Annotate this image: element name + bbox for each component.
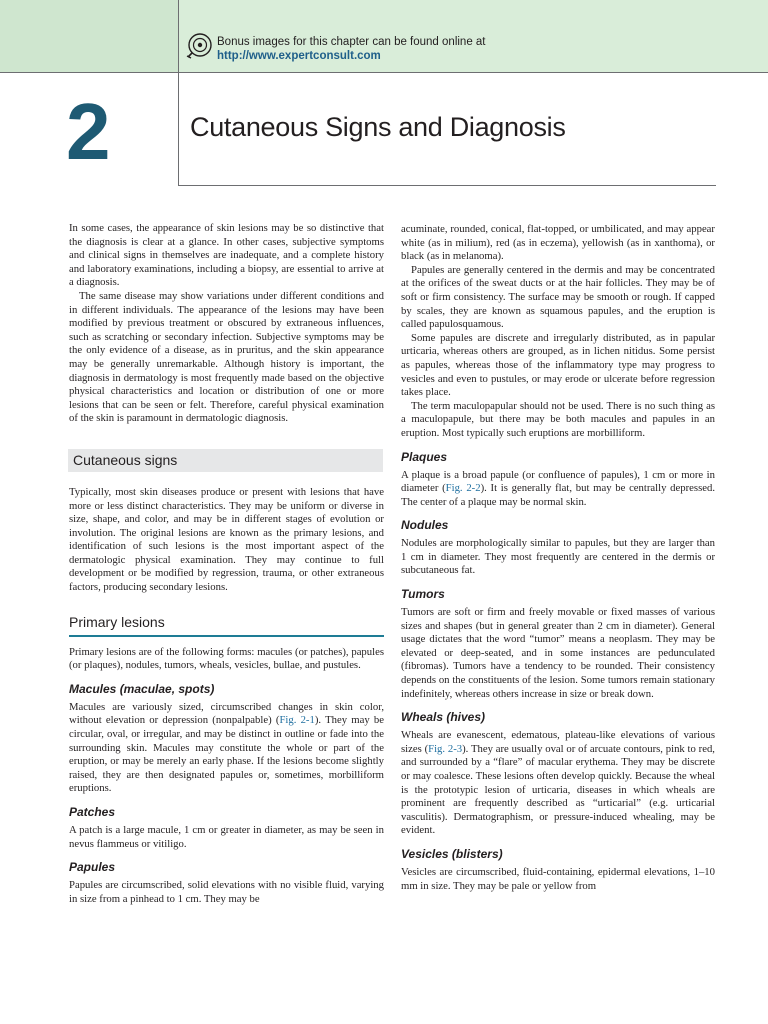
nodules-paragraph: Nodules are morphologically similar to papules, but they are larger than 1 cm in diameter. They most frequently are centered in the dermis or subcutaneous fat. — [401, 537, 715, 577]
subheading-wheals: Wheals (hives) — [401, 710, 486, 725]
papules-paragraph-3: Some papules are discrete and irregularly distributed, as in papular urticaria, whereas others are grouped, as in lichen nitidus. Some persist as papules, whereas those of the inflammatory type may progress to vesicles and even to pustules, or may erode or ulcerate before regression takes place. — [401, 331, 715, 399]
cutaneous-signs-paragraph: Typically, most skin diseases produce or present with lesions that have more or less distinct characteristics. They may be uniform or diverse in size, shape, and color, and may be in different stages of evolution or involution. The original lesions are known as the primary lesions, and identification of such lesions is the most important aspect of the dermatologic physical examination. They may continue to full development or be modified by regression, trauma, or other extraneous factors, producing secondary lesions. — [69, 485, 384, 594]
primary-lesions-paragraph: Primary lesions are of the following forms: macules (or patches), papules (or plaques), nodules, tumors, wheals, vesicles, bullae, and pustules. — [69, 645, 384, 672]
chapter-number: 2 — [66, 87, 111, 176]
papules-continued-paragraph: acuminate, rounded, conical, flat-topped, or umbilicated, and may appear white (as in milium), red (as in eczema), yellowish (as in xanthoma), or black (as in melanoma). — [401, 223, 715, 263]
patches-paragraph: A patch is a large macule, 1 cm or greater in diameter, as may be seen in nevus flammeus or vitiligo. — [69, 824, 384, 850]
header-band-left — [0, 0, 178, 72]
left-column — [69, 222, 384, 906]
plaques-text-a: A plaque is a broad papule (or confluence of papules), 1 cm or more in diameter ( — [401, 468, 715, 495]
bonus-url-link[interactable]: http://www.expertconsult.com — [217, 50, 381, 62]
intro-paragraph-2: The same disease may show variations under different conditions and in different individuals. The appearance of the lesions may have been modified by previous treatment or obscured by extraneous influences, such as scratching or secondary infection. Subjective symptoms may be the only evidence of a disease, as in pruritus, and the skin appearance may be generally unremarkable. Although history is important, the diagnosis in dermatology is most frequently made based on the objective physical characteristics and location or distribution of one or more lesions that can be seen or felt. Therefore, careful physical examination of the skin is paramount in dermatologic diagnosis. — [69, 289, 384, 425]
header-divider-vertical — [178, 0, 179, 186]
subheading-patches: Patches — [69, 805, 116, 819]
figure-link-2-3[interactable]: Fig. 2-3 — [428, 742, 463, 755]
papules-paragraph: Papules are circumscribed, solid elevations with no visible fluid, varying in size from a pinhead to 1 cm. They may be — [69, 879, 384, 905]
right-column — [401, 223, 715, 893]
papules-paragraph-4: The term maculopapular should not be used. There is no such thing as a maculopapule, but there may be both macules and papules in an eruption. Most typically such eruptions are morbilliform. — [401, 399, 715, 439]
intro-paragraph-1: In some cases, the appearance of skin lesions may be so distinctive that the diagnosis is clear at a glance. In other cases, subjective symptoms and clinical signs in themselves are inadequate, and a complete history and laboratory examinations, including a biopsy, are essential to arrive at a diagnosis. — [69, 222, 384, 289]
plaques-paragraph — [401, 469, 715, 510]
header-divider-top — [0, 72, 768, 73]
subheading-nodules: Nodules — [401, 518, 449, 533]
section-heading-primary-lesions: Primary lesions — [69, 613, 384, 637]
bonus-images-note — [217, 35, 486, 63]
subheading-plaques: Plaques — [401, 449, 448, 464]
macules-text-b: ). They may be circular, oval, or irregular, and may be distinct in outline or fade into the surrounding skin. Macules may constitute the whole or part of the eruption, or may be merely an early phase. If the lesions become slightly raised, they are then designated papules or, sometimes, morbilliform eruptions. — [69, 714, 384, 795]
wheals-text-b: ). They are usually oval or of arcuate contours, pink to red, and surrounded by a “flare” of macular erythema. They may be discrete or may coalesce. These lesions often develop quickly. Because the wheal is the prototypic lesion of urticaria, diseases in which wheals are prominent are frequently described as “urticarial” (e.g. urticarial vasculitis). Dermatographism, or pressure-induced whealing, may be evident. — [401, 742, 715, 837]
section-heading-cutaneous-signs: Cutaneous signs — [68, 449, 383, 472]
macules-paragraph — [69, 701, 384, 796]
figure-link-2-2[interactable]: Fig. 2-2 — [445, 482, 481, 495]
chapter-title: Cutaneous Signs and Diagnosis — [190, 112, 566, 142]
wheals-paragraph — [401, 729, 715, 838]
subheading-papules: Papules — [69, 860, 116, 875]
tumors-paragraph: Tumors are soft or firm and freely movable or fixed masses of various sizes and shapes (but in general greater than 2 cm in diameter). General usage dictates that the word “tumor” means a neoplasm. They may be elevated or deep-seated, and in some instances are pedunculated (fibromas). Tumors have a tendency to be rounded. Their consistency depends on the constituents of the lesion. Some tumors remain stationary indefinitely, whereas others increase in size or break down. — [401, 606, 715, 700]
bonus-line: Bonus images for this chapter can be found online at — [217, 36, 486, 48]
online-resource-icon — [185, 32, 213, 60]
papules-paragraph-2: Papules are generally centered in the dermis and may be concentrated at the orifices of the sweat ducts or at the hair follicles. They may be of soft or firm consistency. The surface may be smooth or rough. If capped by scales, they are known as squamous papules, and the eruption is called papulosquamous. — [401, 263, 715, 331]
macules-text-a: Macules are variously sized, circumscribed changes in skin color, without elevation or depression (nonpalpable) ( — [69, 700, 384, 727]
subheading-tumors: Tumors — [401, 587, 445, 602]
figure-link-2-1[interactable]: Fig. 2-1 — [279, 714, 315, 727]
vesicles-paragraph: Vesicles are circumscribed, fluid-containing, epidermal elevations, 1–10 mm in size. They may be pale or yellow from — [401, 865, 715, 892]
subheading-macules: Macules (maculae, spots) — [69, 681, 215, 696]
plaques-text-b: ). It is generally flat, but may be centrally depressed. The center of a plaque may be normal skin. — [401, 482, 715, 508]
wheals-text-a: Wheals are evanescent, edematous, plateau-like elevations of various sizes ( — [401, 729, 715, 755]
header-divider-bottom — [178, 185, 716, 186]
subheading-vesicles: Vesicles (blisters) — [401, 846, 503, 861]
